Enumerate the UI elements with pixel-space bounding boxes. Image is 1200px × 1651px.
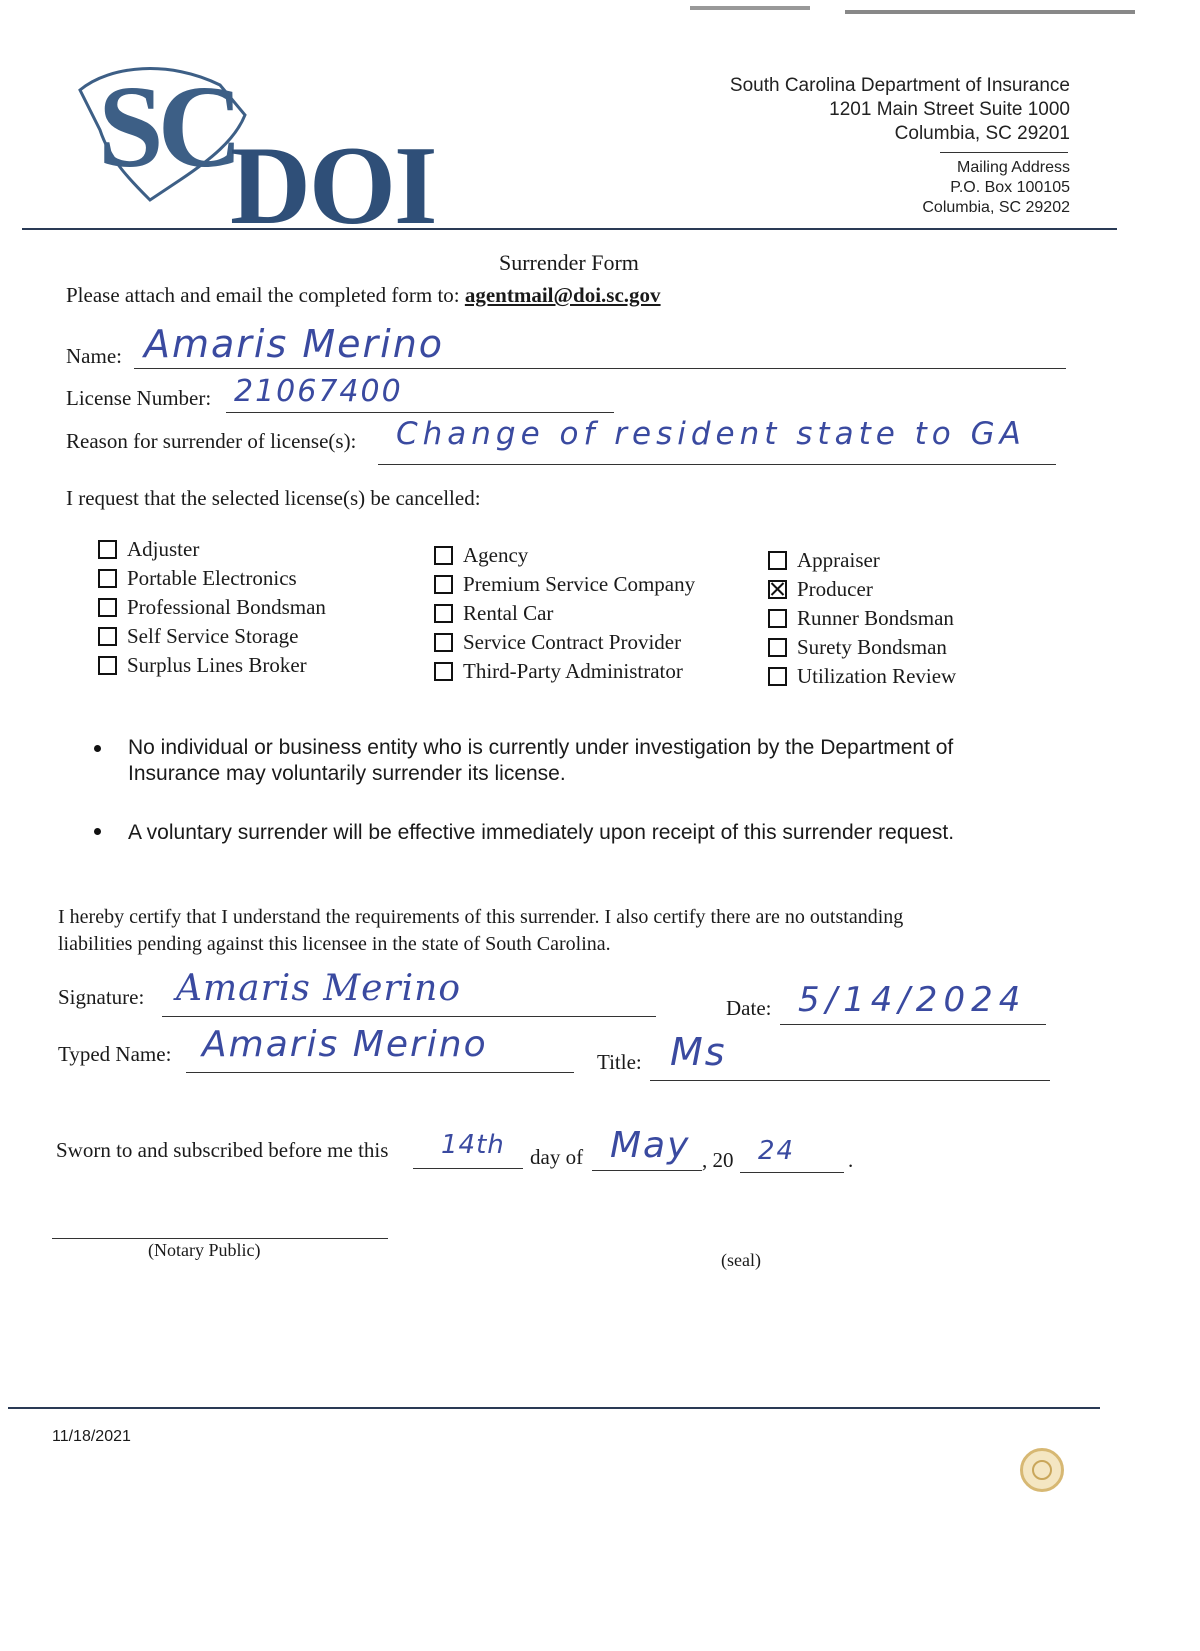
email-instruction [66,283,661,308]
checkbox-label: Adjuster [127,537,200,561]
signature-field[interactable] [162,966,656,1017]
checkbox-row-producer[interactable] [768,575,956,604]
checkbox-label: Portable Electronics [127,566,297,590]
certification-text [58,904,1058,958]
checkbox[interactable] [98,627,117,646]
checkbox-label: Surety Bondsman [797,635,947,659]
sworn-month-field[interactable] [592,1125,702,1171]
instruction-text: Please attach and email the completed form to: [66,283,460,307]
reason-value: Change of resident state to GA [396,416,1026,452]
license-number-label: License Number: [66,386,212,410]
name-value: Amaris Merino [144,322,445,366]
reason-field[interactable] [378,410,1056,465]
notice-line: Insurance may voluntarily surrender its license. [128,762,566,785]
signature-value: Amaris Merino [176,968,461,1009]
checkbox-row-agency[interactable] [434,541,695,570]
name-field[interactable] [134,322,1066,369]
signature-label: Signature: [58,985,145,1009]
checkbox-row-rental-car[interactable] [434,599,695,628]
checkbox[interactable] [768,667,787,686]
top-scan-line-2 [845,10,1135,14]
year-prefix: , 20 [702,1148,734,1172]
sworn-text: Sworn to and subscribed before me this [56,1138,389,1162]
date-field[interactable] [780,980,1046,1025]
title-value: Ms [670,1030,727,1074]
checkbox-label: Self Service Storage [127,624,299,648]
license-column-1 [98,535,326,680]
checkbox-row-surplus-lines-broker[interactable] [98,651,326,680]
checkbox[interactable] [768,609,787,628]
certification-line: I hereby certify that I understand the requirements of this surrender. I also certify there are no outstanding [58,906,904,928]
checkbox-label: Utilization Review [797,664,957,688]
bullet-icon [94,745,101,752]
date-value: 5/14/2024 [798,980,1027,1020]
checkbox[interactable] [434,633,453,652]
dept-name: South Carolina Department of Insurance [729,75,1070,96]
checkbox[interactable] [768,551,787,570]
seal-label: (seal) [721,1250,761,1270]
checkbox-row-service-contract-provider[interactable] [434,628,695,657]
checkbox-row-professional-bondsman[interactable] [98,593,326,622]
notice-line: No individual or business entity who is currently under investigation by the Department of [128,736,954,759]
header-rule [22,228,1117,230]
logo-doi-text: DOI [230,124,436,248]
checkbox[interactable] [434,662,453,681]
sworn-year-field[interactable] [740,1134,844,1173]
checkbox[interactable] [98,598,117,617]
mailing-city: Columbia, SC 29202 [922,199,1070,216]
checkbox-label: Service Contract Provider [463,630,682,654]
title-label: Title: [597,1050,642,1074]
dept-street: 1201 Main Street Suite 1000 [829,99,1070,120]
email-link[interactable]: agentmail@doi.sc.gov [464,283,661,307]
top-scan-line [690,6,810,10]
checkbox-label: Third-Party Administrator [463,659,683,683]
name-label: Name: [66,344,122,368]
checkbox-row-self-service-storage[interactable] [98,622,326,651]
checkbox-label: Rental Car [463,601,554,625]
checkbox[interactable] [98,656,117,675]
typed-name-label: Typed Name: [58,1042,172,1066]
notary-signature-line [52,1238,388,1239]
checkbox-row-runner-bondsman[interactable] [768,604,956,633]
checkbox[interactable] [768,638,787,657]
checkbox-row-utilization-review[interactable] [768,662,956,691]
department-address [650,74,1070,146]
checkbox-label: Runner Bondsman [797,606,954,630]
logo-sc-text: SC [98,61,237,192]
mailing-label: Mailing Address [957,159,1070,176]
notary-public-label: (Notary Public) [148,1240,261,1260]
license-column-3 [768,546,956,691]
notice-effective: A voluntary surrender will be effective immediately upon receipt of this surrender request. [128,821,955,844]
certification-line: liabilities pending against this licensee in the state of South Carolina. [58,933,611,955]
license-number-value: 21067400 [234,374,403,409]
reason-label: Reason for surrender of license(s): [66,429,357,453]
day-of-text: day of [530,1145,584,1169]
bullet-icon [94,828,101,835]
checkbox-label: Appraiser [797,548,880,572]
license-column-2 [434,541,695,686]
date-label: Date: [726,996,772,1020]
checkbox-row-portable-electronics[interactable] [98,564,326,593]
scdoi-logo [70,60,436,248]
checkbox-row-adjuster[interactable] [98,535,326,564]
checkbox[interactable] [98,540,117,559]
checkbox-label: Agency [463,543,529,567]
typed-name-field[interactable] [186,1022,574,1073]
footer-date: 11/18/2021 [52,1428,131,1445]
sworn-day-field[interactable] [413,1128,523,1169]
checkbox-label: Producer [797,577,873,601]
dept-city: Columbia, SC 29201 [894,123,1070,144]
checkbox-label: Professional Bondsman [127,595,326,619]
sworn-day-value: 14th [441,1130,505,1160]
footer-rule [8,1407,1100,1409]
sworn-period: . [848,1148,854,1172]
checkbox-label: Surplus Lines Broker [127,653,307,677]
typed-name-value: Amaris Merino [202,1024,488,1065]
checkbox[interactable] [434,575,453,594]
title-field[interactable] [650,1030,1050,1081]
checkbox-row-premium-service-company[interactable] [434,570,695,599]
mailing-address [770,158,1070,218]
notice-investigation [128,735,1048,787]
checkbox-row-surety-bondsman[interactable] [768,633,956,662]
sworn-month-value: May [610,1125,691,1166]
request-text: I request that the selected license(s) be cancelled: [66,486,481,510]
checkbox-row-third-party-administrator[interactable] [434,657,695,686]
checkbox-checked[interactable] [768,580,787,599]
sworn-year-value: 24 [758,1136,796,1166]
checkbox-label: Premium Service Company [463,572,696,596]
checkbox[interactable] [434,546,453,565]
mailing-po-box: P.O. Box 100105 [950,179,1070,196]
state-seal-icon [1020,1448,1064,1492]
form-title: Surrender Form [499,250,639,275]
address-divider [940,152,1068,153]
checkbox-row-appraiser[interactable] [768,546,956,575]
license-number-field[interactable] [226,372,614,413]
checkbox[interactable] [434,604,453,623]
checkbox[interactable] [98,569,117,588]
